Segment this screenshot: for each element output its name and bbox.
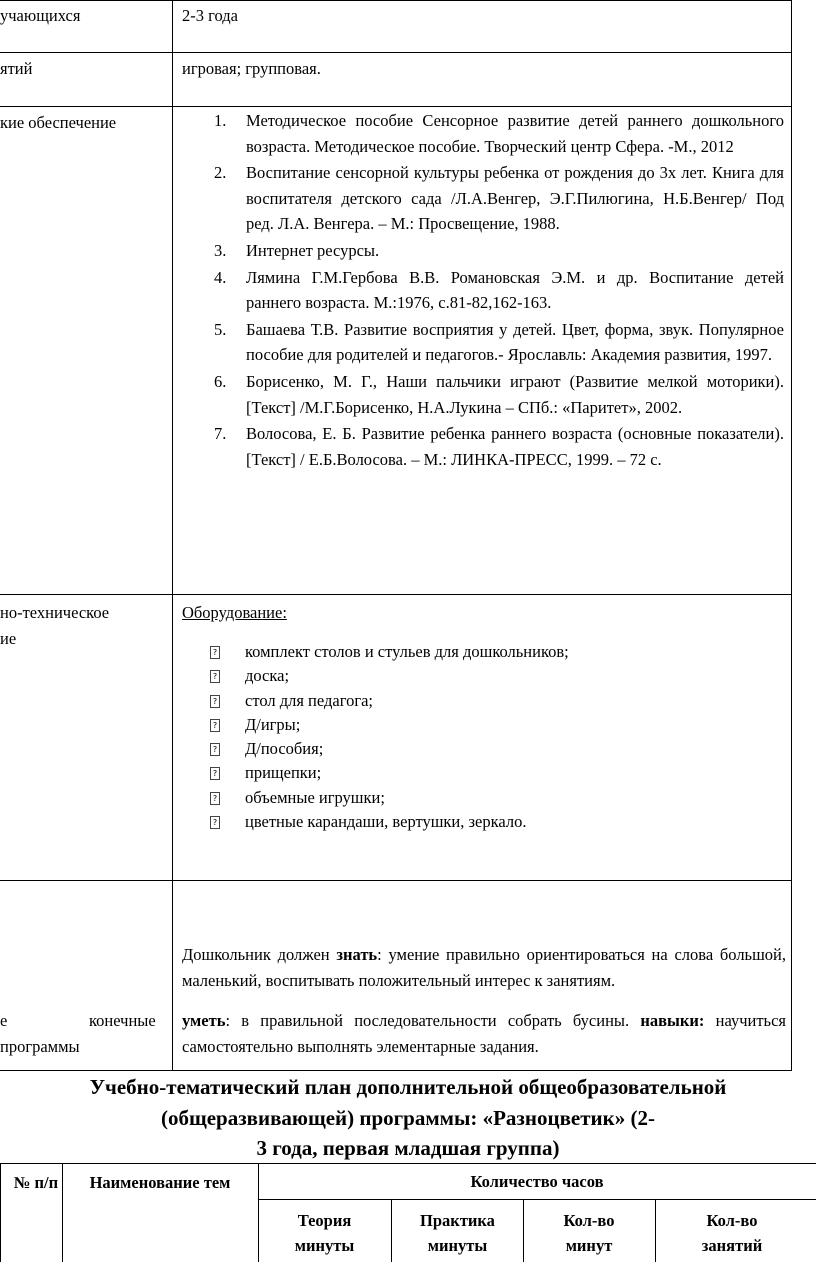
equipment-title: Оборудование:: [182, 603, 287, 622]
bullet-icon: ?: [210, 743, 220, 756]
bullet-icon: ?: [210, 695, 220, 708]
results-skills: уметь: в правильной последовательности собрать бусины. навыки: научиться самостоятельно выполнять элементарные задания.: [182, 1011, 786, 1056]
col-header-theory: Теория минуты: [294, 1211, 355, 1255]
list-item: ? комплект столов и стульев для дошкольников;: [208, 640, 569, 664]
list-item: ? стол для педагога;: [208, 689, 569, 713]
row-label-technical-2: ие: [0, 629, 17, 648]
table-border: [0, 52, 792, 53]
table-border: [0, 1163, 816, 1164]
row-label-methodical: кие обеспечение: [0, 113, 117, 132]
list-item: 1. Методическое пособие Сенсорное развитие детей раннего дошкольного возраста. Методическое пособие. Творческий центр Сфера. -М., 2012: [214, 111, 784, 156]
bullet-icon: ?: [210, 816, 220, 829]
col-header-lessons: Кол-во занятий: [701, 1211, 763, 1255]
table-border: [258, 1199, 816, 1200]
list-item: ? прищепки;: [208, 761, 569, 785]
bullet-icon: ?: [210, 646, 220, 659]
list-item: ? объемные игрушки;: [208, 786, 569, 810]
col-header-minutes: Кол-во минут: [563, 1211, 615, 1255]
col-header-hours: Количество часов: [470, 1172, 604, 1191]
list-item: 4. Лямина Г.М.Гербова В.В. Романовская Э.М. и др. Воспитание детей раннего возраста. М.:1976, с.81-82,162-163.: [214, 267, 784, 313]
table-border: [0, 594, 792, 595]
equipment-list: [208, 640, 569, 834]
bullet-icon: ?: [210, 792, 220, 805]
col-header-number: № п/п: [13, 1173, 59, 1192]
row-value-age: 2-3 года: [182, 6, 238, 25]
list-item: ? доска;: [208, 664, 569, 688]
list-item: ? цветные карандаши, вертушки, зеркало.: [208, 810, 569, 834]
table-border: [62, 1163, 63, 1262]
row-label-results-right: конечные: [89, 1011, 156, 1030]
table-border: [0, 106, 792, 107]
table-border: [391, 1199, 392, 1262]
list-item: 6. Борисенко, М. Г., Наши пальчики играют (Развитие мелкой моторики). [Текст] /М.Г.Борисенко, Н.А.Лукина – СПб.: «Паритет», 2002.: [214, 371, 784, 417]
table-border: [655, 1199, 656, 1262]
row-label-students: учающихся: [0, 6, 81, 25]
col-header-practice: Практика минуты: [420, 1211, 495, 1255]
table-border: [0, 1070, 792, 1071]
list-item: 3. Интернет ресурсы.: [214, 240, 380, 260]
plan-heading-line2: (общеразвивающей) программы: «Разноцветик» (2-: [160, 1106, 655, 1130]
row-value-form: игровая; групповая.: [182, 59, 321, 78]
list-item: 7. Волосова, Е. Б. Развитие ребенка раннего возраста (основные показатели). [Текст] / Е.Б.Волосова. – М.: ЛИНКА-ПРЕСС, 1999. – 72 с.: [214, 424, 784, 469]
plan-heading-line1: Учебно-тематический план дополнительной общеобразовательной: [89, 1075, 727, 1099]
list-item: ? Д/игры;: [208, 713, 569, 737]
row-label-results-2: программы: [0, 1037, 80, 1056]
row-label-lessons: ятий: [0, 59, 33, 78]
table-border: [523, 1199, 524, 1262]
table-border: [0, 880, 792, 881]
bullet-icon: ?: [210, 767, 220, 780]
list-item: ? Д/пособия;: [208, 737, 569, 761]
row-label-technical: но-техническое: [0, 603, 110, 622]
results-knowledge: Дошкольник должен знать: умение правильно ориентироваться на слова большой, маленький, воспитывать положительный интерес к занятиям.: [182, 945, 786, 990]
table-border: [172, 0, 173, 1071]
bullet-icon: ?: [210, 719, 220, 732]
list-item: 2. Воспитание сенсорной культуры ребенка от рождения до 3х лет. Книга для воспитателя детского сада /Л.А.Венгер, Э.Г.Пилюгина, Н.Б.Венгер/ Под ред. Л.А. Венгера. – М.: Просвещение, 1988.: [214, 163, 784, 234]
table-border: [0, 0, 792, 1]
plan-heading-line3: 3 года, первая младшая группа): [256, 1136, 560, 1160]
list-item: 5. Башаева Т.В. Развитие восприятия у детей. Цвет, форма, звук. Популярное пособие для родителей и педагогов.- Ярославль: Академия развития, 1997.: [214, 319, 784, 365]
table-border: [0, 1163, 1, 1262]
col-header-name: Наименование тем: [89, 1173, 231, 1192]
row-label-results-left: е: [0, 1011, 8, 1030]
table-border: [791, 0, 792, 1071]
literature-list: [214, 108, 784, 473]
bullet-icon: ?: [210, 670, 220, 683]
